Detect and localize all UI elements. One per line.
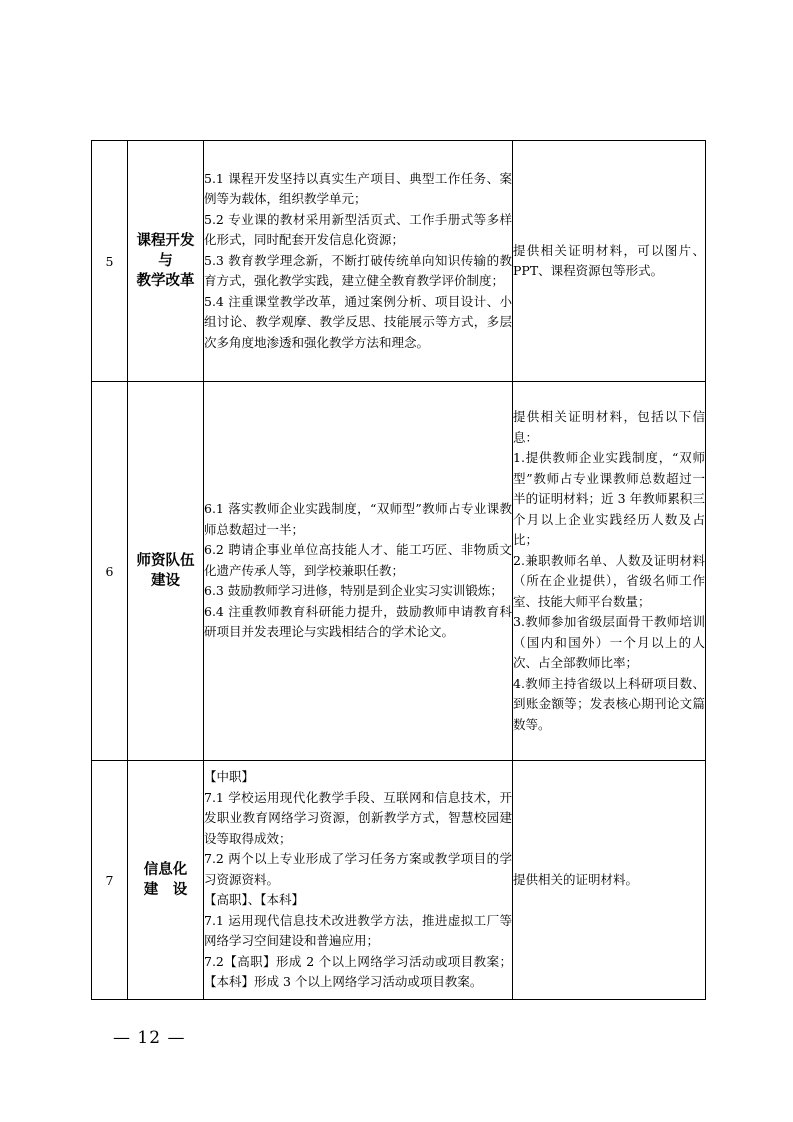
content-item: 7.2 两个以上专业形成了学习任务方案或教学项目的学习资源资料。 bbox=[204, 851, 512, 887]
content-item: 5.1 课程开发坚持以真实生产项目、典型工作任务、案例等为载体，组织教学单元； bbox=[204, 170, 512, 207]
category-line: 信息化 bbox=[143, 862, 188, 878]
category-line: 建设 bbox=[151, 573, 180, 589]
content-item: 6.3 鼓励教师学习进修，特别是到企业实习实训锻炼； bbox=[204, 583, 503, 599]
content-item: 7.1 运用现代信息技术改进教学方法，推进虚拟工厂等网络学习空间建设和普遍应用； bbox=[204, 912, 512, 949]
category-line: 教学改革 bbox=[136, 273, 195, 289]
content-item: 5.4 注重课堂教学改革，通过案例分析、项目设计、小组讨论、教学观摩、教学反思、技能展示等方式，多层次多角度地渗透和强化教学方法和理念。 bbox=[204, 293, 512, 350]
page-number: — 12 — bbox=[113, 1028, 186, 1048]
row-category bbox=[128, 761, 204, 1000]
row-content bbox=[204, 141, 513, 382]
evidence-item: 3.教师参加省级层面骨干教师培训（国内和国外）一个月以上的人次、占全部教师比率； bbox=[513, 614, 705, 670]
row-number: 5 bbox=[92, 141, 128, 382]
evidence-item: 提供相关证明材料，可以图片、PPT、课程资源包等形式。 bbox=[513, 242, 705, 278]
content-item: 7.2【高职】形成 2 个以上网络学习活动或项目教案；【本科】形成 3 个以上网络学习活动或项目教案。 bbox=[204, 953, 512, 990]
evidence-item: 提供相关的证明材料。 bbox=[513, 871, 639, 887]
content-item: 5.2 专业课的教材采用新型活页式、工作手册式等多样化形式，同时配套开发信息化资源； bbox=[204, 211, 512, 248]
row-category bbox=[128, 382, 204, 761]
row-evidence bbox=[513, 761, 706, 1000]
content-item: 5.3 教育教学理念新，不断打破传统单向知识传输的教育方式，强化教学实践，建立健全教育教学评价制度； bbox=[204, 252, 512, 289]
row-evidence bbox=[513, 141, 706, 382]
category-line: 与 bbox=[158, 253, 173, 269]
row-category bbox=[128, 141, 204, 382]
row-number: 7 bbox=[92, 761, 128, 1000]
row-content bbox=[204, 761, 513, 1000]
table-row bbox=[92, 141, 706, 382]
category-line: 师资队伍 bbox=[136, 553, 195, 569]
row-number: 6 bbox=[92, 382, 128, 761]
content-item: 6.4 注重教师教育科研能力提升，鼓励教师申请教育科研项目并发表理论与实践相结合的学术论文。 bbox=[204, 603, 512, 640]
row-content bbox=[204, 382, 513, 761]
content-item: 7.1 学校运用现代化教学手段、互联网和信息技术，开发职业教育网络学习资源，创新教学方式，智慧校园建设等取得成效； bbox=[204, 789, 512, 846]
criteria-table bbox=[91, 140, 706, 1000]
evidence-item: 4.教师主持省级以上科研项目数、到账金额等；发表核心期刊论文篇数等。 bbox=[513, 675, 705, 732]
table-row bbox=[92, 761, 706, 1000]
category-line: 建 设 bbox=[143, 882, 188, 898]
row-evidence bbox=[513, 382, 706, 761]
evidence-item: 提供相关证明材料，包括以下信息： bbox=[513, 409, 705, 445]
table-row bbox=[92, 382, 706, 761]
category-line: 课程开发 bbox=[136, 233, 195, 249]
evidence-item: 2.兼职教师名单、人数及证明材料（所在企业提供），省级名师工作室、技能大师平台数量； bbox=[513, 552, 705, 609]
evidence-item: 1.提供教师企业实践制度，“双师型”教师占专业课教师总数超过一半的证明材料；近 3 年教师累积三个月以上企业实践经历人数及占比； bbox=[513, 450, 705, 547]
content-item: 【中职】 bbox=[204, 769, 255, 785]
content-item: 6.2 聘请企事业单位高技能人才、能工巧匠、非物质文化遗产传承人等，到学校兼职任教； bbox=[204, 542, 512, 578]
content-item: 6.1 落实教师企业实践制度，“双师型”教师占专业课教师总数超过一半； bbox=[204, 501, 512, 537]
content-item: 【高职】、【本科】 bbox=[204, 892, 305, 908]
